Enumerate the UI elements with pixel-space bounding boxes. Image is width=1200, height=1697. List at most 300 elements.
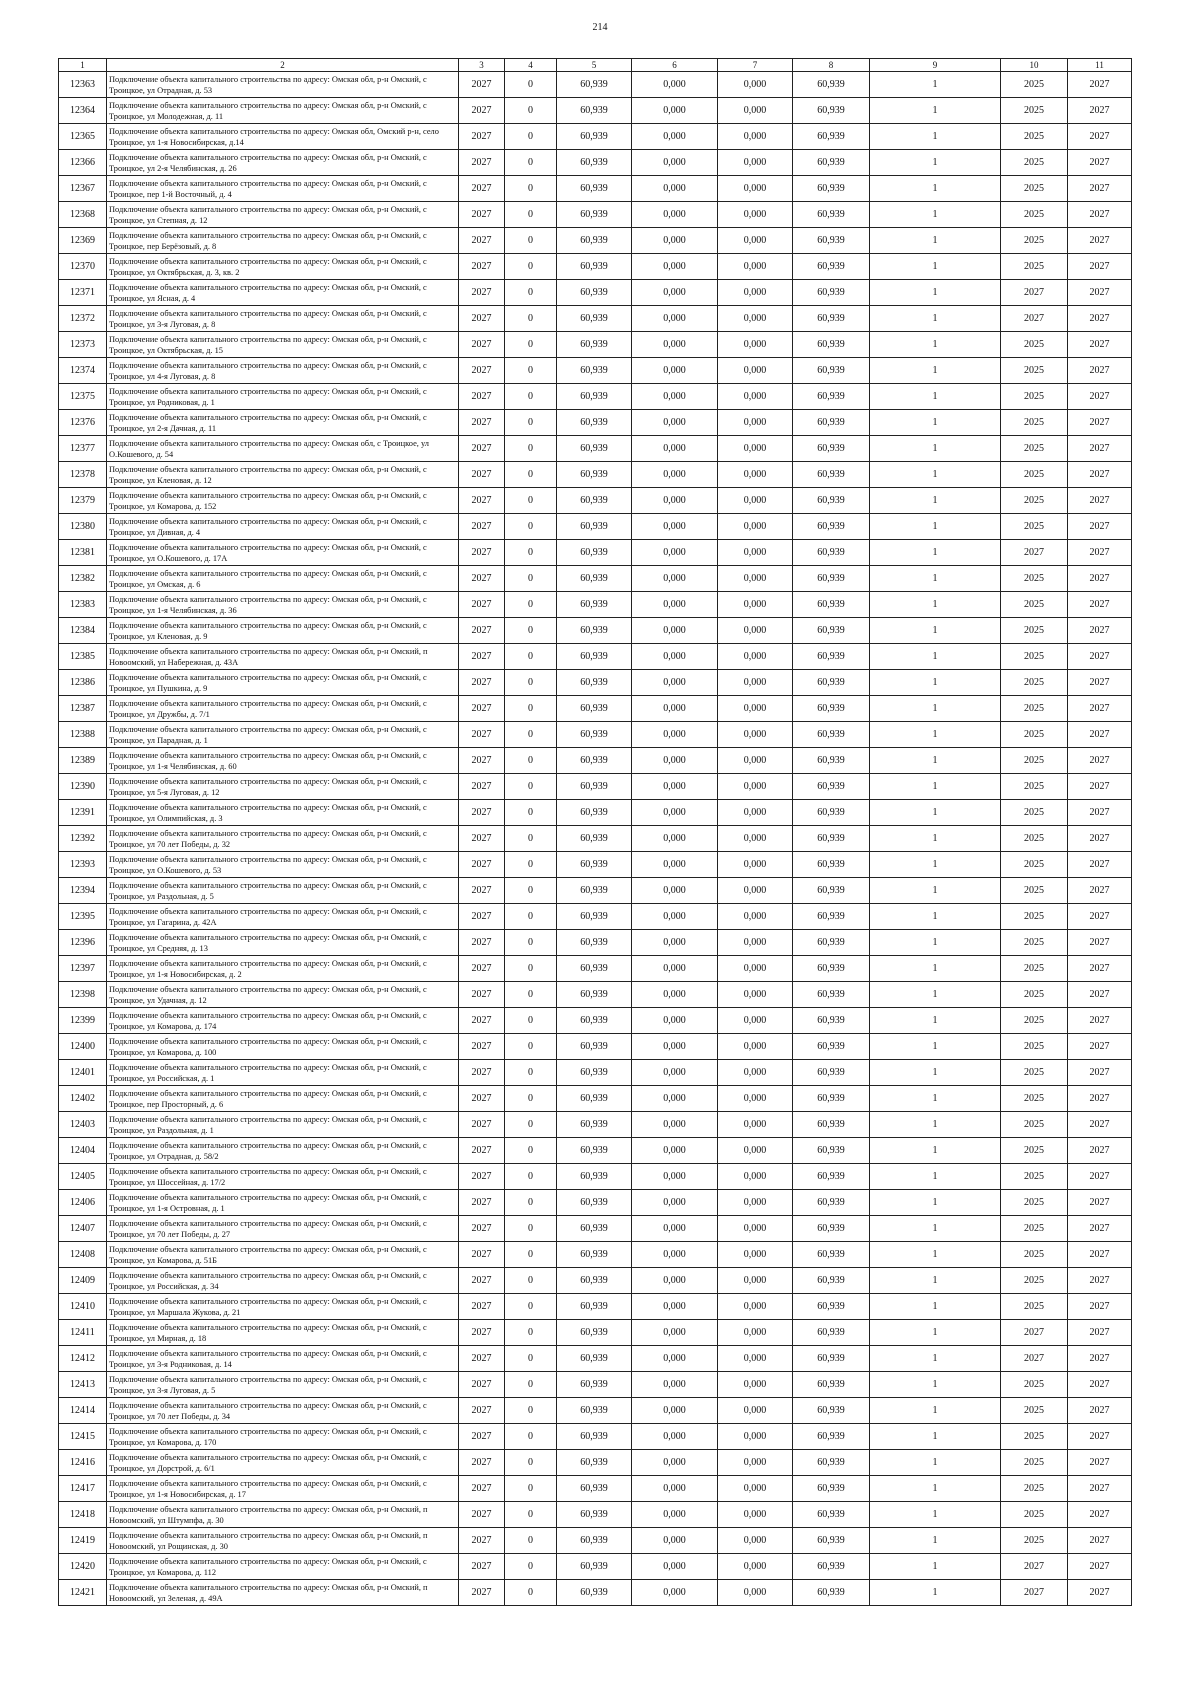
table-row bbox=[59, 98, 1132, 124]
col4-cell: 0 bbox=[505, 202, 557, 228]
object-id-cell: 12371 bbox=[59, 280, 107, 306]
col11-cell: 2027 bbox=[1068, 358, 1132, 384]
col3-cell: 2027 bbox=[459, 1268, 505, 1294]
col9-cell: 1 bbox=[870, 1580, 1001, 1606]
col4-cell: 0 bbox=[505, 1476, 557, 1502]
col7-cell: 0,000 bbox=[718, 280, 793, 306]
object-address-cell: Подключение объекта капитального строительства по адресу: Омская обл, р-н Омский, с Троицкое, ул Средняя, д. 13 bbox=[107, 930, 459, 956]
col6-cell: 0,000 bbox=[632, 930, 718, 956]
object-address-cell: Подключение объекта капитального строительства по адресу: Омская обл, р-н Омский, с Троицкое, ул 1-я Челябинская, д. 60 bbox=[107, 748, 459, 774]
col4-cell: 0 bbox=[505, 1034, 557, 1060]
col10-cell: 2025 bbox=[1001, 982, 1068, 1008]
object-id-cell: 12407 bbox=[59, 1216, 107, 1242]
col10-cell: 2027 bbox=[1001, 1320, 1068, 1346]
col7-cell: 0,000 bbox=[718, 150, 793, 176]
col10-cell: 2025 bbox=[1001, 670, 1068, 696]
col9-cell: 1 bbox=[870, 1528, 1001, 1554]
object-address-cell: Подключение объекта капитального строительства по адресу: Омская обл, р-н Омский, с Троицкое, пер Берёзовый, д. 8 bbox=[107, 228, 459, 254]
col8-cell: 60,939 bbox=[793, 852, 870, 878]
table-row bbox=[59, 1268, 1132, 1294]
col3-cell: 2027 bbox=[459, 1372, 505, 1398]
table-row bbox=[59, 202, 1132, 228]
col6-cell: 0,000 bbox=[632, 1502, 718, 1528]
object-address-cell: Подключение объекта капитального строительства по адресу: Омская обл, р-н Омский, с Троицкое, ул Комарова, д. 112 bbox=[107, 1554, 459, 1580]
col6-cell: 0,000 bbox=[632, 306, 718, 332]
col5-cell: 60,939 bbox=[557, 176, 632, 202]
col5-cell: 60,939 bbox=[557, 982, 632, 1008]
col7-cell: 0,000 bbox=[718, 748, 793, 774]
col9-cell: 1 bbox=[870, 1398, 1001, 1424]
col6-cell: 0,000 bbox=[632, 384, 718, 410]
col5-cell: 60,939 bbox=[557, 956, 632, 982]
col7-cell: 0,000 bbox=[718, 1242, 793, 1268]
col3-cell: 2027 bbox=[459, 800, 505, 826]
col9-cell: 1 bbox=[870, 1034, 1001, 1060]
object-address-cell: Подключение объекта капитального строительства по адресу: Омская обл, р-н Омский, с Троицкое, ул Шоссейная, д. 17/2 bbox=[107, 1164, 459, 1190]
object-id-cell: 12380 bbox=[59, 514, 107, 540]
col5-cell: 60,939 bbox=[557, 514, 632, 540]
col11-cell: 2027 bbox=[1068, 1476, 1132, 1502]
col7-cell: 0,000 bbox=[718, 1346, 793, 1372]
col10-cell: 2025 bbox=[1001, 1450, 1068, 1476]
col5-cell: 60,939 bbox=[557, 1320, 632, 1346]
col8-cell: 60,939 bbox=[793, 696, 870, 722]
col5-cell: 60,939 bbox=[557, 618, 632, 644]
col6-cell: 0,000 bbox=[632, 1450, 718, 1476]
col9-cell: 1 bbox=[870, 462, 1001, 488]
col3-cell: 2027 bbox=[459, 1086, 505, 1112]
col7-cell: 0,000 bbox=[718, 124, 793, 150]
object-id-cell: 12420 bbox=[59, 1554, 107, 1580]
col4-cell: 0 bbox=[505, 1320, 557, 1346]
object-address-cell: Подключение объекта капитального строительства по адресу: Омская обл, р-н Омский, с Троицкое, ул Дружбы, д. 7/1 bbox=[107, 696, 459, 722]
table-row bbox=[59, 462, 1132, 488]
col7-cell: 0,000 bbox=[718, 514, 793, 540]
col5-cell: 60,939 bbox=[557, 462, 632, 488]
col5-cell: 60,939 bbox=[557, 1034, 632, 1060]
object-address-cell: Подключение объекта капитального строительства по адресу: Омская обл, с Троицкое, ул О.Кошевого, д. 54 bbox=[107, 436, 459, 462]
object-id-cell: 12388 bbox=[59, 722, 107, 748]
table-row bbox=[59, 1294, 1132, 1320]
col9-cell: 1 bbox=[870, 254, 1001, 280]
col6-cell: 0,000 bbox=[632, 904, 718, 930]
col3-cell: 2027 bbox=[459, 748, 505, 774]
col10-cell: 2025 bbox=[1001, 748, 1068, 774]
col3-cell: 2027 bbox=[459, 852, 505, 878]
col11-cell: 2027 bbox=[1068, 930, 1132, 956]
col5-cell: 60,939 bbox=[557, 488, 632, 514]
col11-cell: 2027 bbox=[1068, 150, 1132, 176]
object-id-cell: 12402 bbox=[59, 1086, 107, 1112]
col7-cell: 0,000 bbox=[718, 566, 793, 592]
col4-cell: 0 bbox=[505, 670, 557, 696]
col8-cell: 60,939 bbox=[793, 410, 870, 436]
col4-cell: 0 bbox=[505, 488, 557, 514]
col8-cell: 60,939 bbox=[793, 202, 870, 228]
col9-cell: 1 bbox=[870, 696, 1001, 722]
col5-cell: 60,939 bbox=[557, 1138, 632, 1164]
col8-cell: 60,939 bbox=[793, 566, 870, 592]
col4-cell: 0 bbox=[505, 644, 557, 670]
table-row bbox=[59, 644, 1132, 670]
col4-cell: 0 bbox=[505, 982, 557, 1008]
col11-cell: 2027 bbox=[1068, 488, 1132, 514]
col5-cell: 60,939 bbox=[557, 1554, 632, 1580]
table-row bbox=[59, 1372, 1132, 1398]
col9-cell: 1 bbox=[870, 1424, 1001, 1450]
col5-cell: 60,939 bbox=[557, 878, 632, 904]
col10-cell: 2025 bbox=[1001, 1268, 1068, 1294]
col8-cell: 60,939 bbox=[793, 1346, 870, 1372]
col6-cell: 0,000 bbox=[632, 1216, 718, 1242]
object-id-cell: 12411 bbox=[59, 1320, 107, 1346]
col8-cell: 60,939 bbox=[793, 462, 870, 488]
col8-cell: 60,939 bbox=[793, 488, 870, 514]
col7-cell: 0,000 bbox=[718, 930, 793, 956]
object-address-cell: Подключение объекта капитального строительства по адресу: Омская обл, р-н Омский, с Троицкое, ул 2-я Челябинская, д. 26 bbox=[107, 150, 459, 176]
col11-cell: 2027 bbox=[1068, 1554, 1132, 1580]
object-address-cell: Подключение объекта капитального строительства по адресу: Омская обл, р-н Омский, с Троицкое, ул Дорстрой, д. 6/1 bbox=[107, 1450, 459, 1476]
col10-cell: 2025 bbox=[1001, 1294, 1068, 1320]
col11-cell: 2027 bbox=[1068, 1268, 1132, 1294]
col7-cell: 0,000 bbox=[718, 1320, 793, 1346]
col3-cell: 2027 bbox=[459, 904, 505, 930]
col10-cell: 2025 bbox=[1001, 1164, 1068, 1190]
col7-cell: 0,000 bbox=[718, 332, 793, 358]
col7-cell: 0,000 bbox=[718, 878, 793, 904]
table-row bbox=[59, 1528, 1132, 1554]
table-row bbox=[59, 826, 1132, 852]
col6-cell: 0,000 bbox=[632, 566, 718, 592]
column-number: 8 bbox=[793, 59, 870, 72]
col7-cell: 0,000 bbox=[718, 644, 793, 670]
col6-cell: 0,000 bbox=[632, 1034, 718, 1060]
col7-cell: 0,000 bbox=[718, 1138, 793, 1164]
col10-cell: 2025 bbox=[1001, 410, 1068, 436]
col11-cell: 2027 bbox=[1068, 254, 1132, 280]
col6-cell: 0,000 bbox=[632, 280, 718, 306]
col8-cell: 60,939 bbox=[793, 254, 870, 280]
col4-cell: 0 bbox=[505, 176, 557, 202]
object-address-cell: Подключение объекта капитального строительства по адресу: Омская обл, р-н Омский, с Троицкое, ул Раздольная, д. 1 bbox=[107, 1112, 459, 1138]
col3-cell: 2027 bbox=[459, 358, 505, 384]
object-address-cell: Подключение объекта капитального строительства по адресу: Омская обл, р-н Омский, с Троицкое, пер Просторный, д. 6 bbox=[107, 1086, 459, 1112]
col9-cell: 1 bbox=[870, 1450, 1001, 1476]
col7-cell: 0,000 bbox=[718, 1372, 793, 1398]
col3-cell: 2027 bbox=[459, 1216, 505, 1242]
col11-cell: 2027 bbox=[1068, 540, 1132, 566]
table-row bbox=[59, 1346, 1132, 1372]
table-row bbox=[59, 358, 1132, 384]
object-id-cell: 12417 bbox=[59, 1476, 107, 1502]
object-address-cell: Подключение объекта капитального строительства по адресу: Омская обл, р-н Омский, с Троицкое, ул Омская, д. 6 bbox=[107, 566, 459, 592]
object-address-cell: Подключение объекта капитального строительства по адресу: Омская обл, Омский р-н, село Троицкое, ул 1-я Новосибирская, д.14 bbox=[107, 124, 459, 150]
col9-cell: 1 bbox=[870, 644, 1001, 670]
col6-cell: 0,000 bbox=[632, 332, 718, 358]
col10-cell: 2025 bbox=[1001, 1398, 1068, 1424]
col8-cell: 60,939 bbox=[793, 1320, 870, 1346]
object-address-cell: Подключение объекта капитального строительства по адресу: Омская обл, р-н Омский, с Троицкое, ул 4-я Луговая, д. 8 bbox=[107, 358, 459, 384]
object-id-cell: 12392 bbox=[59, 826, 107, 852]
object-id-cell: 12367 bbox=[59, 176, 107, 202]
object-address-cell: Подключение объекта капитального строительства по адресу: Омская обл, р-н Омский, с Троицкое, ул Ясная, д. 4 bbox=[107, 280, 459, 306]
col4-cell: 0 bbox=[505, 228, 557, 254]
object-id-cell: 12374 bbox=[59, 358, 107, 384]
object-id-cell: 12409 bbox=[59, 1268, 107, 1294]
col4-cell: 0 bbox=[505, 150, 557, 176]
col11-cell: 2027 bbox=[1068, 1346, 1132, 1372]
col6-cell: 0,000 bbox=[632, 488, 718, 514]
col5-cell: 60,939 bbox=[557, 722, 632, 748]
col5-cell: 60,939 bbox=[557, 358, 632, 384]
col6-cell: 0,000 bbox=[632, 1190, 718, 1216]
col9-cell: 1 bbox=[870, 488, 1001, 514]
col4-cell: 0 bbox=[505, 826, 557, 852]
table-row bbox=[59, 254, 1132, 280]
col6-cell: 0,000 bbox=[632, 956, 718, 982]
col8-cell: 60,939 bbox=[793, 670, 870, 696]
col8-cell: 60,939 bbox=[793, 306, 870, 332]
col10-cell: 2025 bbox=[1001, 826, 1068, 852]
col9-cell: 1 bbox=[870, 982, 1001, 1008]
col11-cell: 2027 bbox=[1068, 670, 1132, 696]
col9-cell: 1 bbox=[870, 150, 1001, 176]
object-address-cell: Подключение объекта капитального строительства по адресу: Омская обл, р-н Омский, с Троицкое, ул 3-я Родниковая, д. 14 bbox=[107, 1346, 459, 1372]
col9-cell: 1 bbox=[870, 1502, 1001, 1528]
col8-cell: 60,939 bbox=[793, 72, 870, 98]
col5-cell: 60,939 bbox=[557, 98, 632, 124]
col10-cell: 2025 bbox=[1001, 1008, 1068, 1034]
col10-cell: 2027 bbox=[1001, 1554, 1068, 1580]
col10-cell: 2025 bbox=[1001, 1424, 1068, 1450]
col8-cell: 60,939 bbox=[793, 1450, 870, 1476]
table-row bbox=[59, 1112, 1132, 1138]
table-row bbox=[59, 1242, 1132, 1268]
object-address-cell: Подключение объекта капитального строительства по адресу: Омская обл, р-н Омский, с Троицкое, ул Октябрьская, д. 15 bbox=[107, 332, 459, 358]
col10-cell: 2025 bbox=[1001, 202, 1068, 228]
col8-cell: 60,939 bbox=[793, 1424, 870, 1450]
col4-cell: 0 bbox=[505, 696, 557, 722]
object-id-cell: 12378 bbox=[59, 462, 107, 488]
col11-cell: 2027 bbox=[1068, 800, 1132, 826]
object-address-cell: Подключение объекта капитального строительства по адресу: Омская обл, р-н Омский, с Троицкое, ул Родниковая, д. 1 bbox=[107, 384, 459, 410]
col8-cell: 60,939 bbox=[793, 1502, 870, 1528]
col4-cell: 0 bbox=[505, 540, 557, 566]
col6-cell: 0,000 bbox=[632, 1372, 718, 1398]
table-row bbox=[59, 124, 1132, 150]
col6-cell: 0,000 bbox=[632, 774, 718, 800]
col7-cell: 0,000 bbox=[718, 956, 793, 982]
col10-cell: 2025 bbox=[1001, 852, 1068, 878]
col8-cell: 60,939 bbox=[793, 98, 870, 124]
col11-cell: 2027 bbox=[1068, 1580, 1132, 1606]
col10-cell: 2025 bbox=[1001, 1372, 1068, 1398]
object-id-cell: 12363 bbox=[59, 72, 107, 98]
col4-cell: 0 bbox=[505, 124, 557, 150]
object-address-cell: Подключение объекта капитального строительства по адресу: Омская обл, р-н Омский, с Троицкое, ул Молодежная, д. 11 bbox=[107, 98, 459, 124]
col9-cell: 1 bbox=[870, 722, 1001, 748]
object-id-cell: 12410 bbox=[59, 1294, 107, 1320]
col3-cell: 2027 bbox=[459, 956, 505, 982]
table-row bbox=[59, 566, 1132, 592]
col3-cell: 2027 bbox=[459, 228, 505, 254]
col5-cell: 60,939 bbox=[557, 904, 632, 930]
col11-cell: 2027 bbox=[1068, 1008, 1132, 1034]
object-address-cell: Подключение объекта капитального строительства по адресу: Омская обл, р-н Омский, с Троицкое, ул Мирная, д. 18 bbox=[107, 1320, 459, 1346]
col3-cell: 2027 bbox=[459, 462, 505, 488]
col3-cell: 2027 bbox=[459, 384, 505, 410]
col7-cell: 0,000 bbox=[718, 1398, 793, 1424]
object-id-cell: 12372 bbox=[59, 306, 107, 332]
col4-cell: 0 bbox=[505, 930, 557, 956]
col8-cell: 60,939 bbox=[793, 982, 870, 1008]
col6-cell: 0,000 bbox=[632, 670, 718, 696]
col11-cell: 2027 bbox=[1068, 1372, 1132, 1398]
col10-cell: 2025 bbox=[1001, 124, 1068, 150]
col3-cell: 2027 bbox=[459, 722, 505, 748]
col7-cell: 0,000 bbox=[718, 1060, 793, 1086]
col9-cell: 1 bbox=[870, 670, 1001, 696]
col10-cell: 2025 bbox=[1001, 956, 1068, 982]
col3-cell: 2027 bbox=[459, 1190, 505, 1216]
table-row bbox=[59, 1190, 1132, 1216]
table-row bbox=[59, 1580, 1132, 1606]
col3-cell: 2027 bbox=[459, 566, 505, 592]
col11-cell: 2027 bbox=[1068, 852, 1132, 878]
col10-cell: 2025 bbox=[1001, 1060, 1068, 1086]
col5-cell: 60,939 bbox=[557, 1008, 632, 1034]
col8-cell: 60,939 bbox=[793, 956, 870, 982]
table-row bbox=[59, 722, 1132, 748]
col11-cell: 2027 bbox=[1068, 1294, 1132, 1320]
col10-cell: 2025 bbox=[1001, 254, 1068, 280]
col5-cell: 60,939 bbox=[557, 592, 632, 618]
col9-cell: 1 bbox=[870, 1086, 1001, 1112]
col8-cell: 60,939 bbox=[793, 332, 870, 358]
col10-cell: 2025 bbox=[1001, 644, 1068, 670]
table-row bbox=[59, 1060, 1132, 1086]
col8-cell: 60,939 bbox=[793, 930, 870, 956]
col5-cell: 60,939 bbox=[557, 228, 632, 254]
col4-cell: 0 bbox=[505, 904, 557, 930]
object-address-cell: Подключение объекта капитального строительства по адресу: Омская обл, р-н Омский, с Троицкое, пер 1-й Восточный, д. 4 bbox=[107, 176, 459, 202]
table-row bbox=[59, 1398, 1132, 1424]
object-id-cell: 12404 bbox=[59, 1138, 107, 1164]
col6-cell: 0,000 bbox=[632, 852, 718, 878]
col8-cell: 60,939 bbox=[793, 800, 870, 826]
col11-cell: 2027 bbox=[1068, 878, 1132, 904]
table-row bbox=[59, 332, 1132, 358]
col6-cell: 0,000 bbox=[632, 202, 718, 228]
col6-cell: 0,000 bbox=[632, 644, 718, 670]
col9-cell: 1 bbox=[870, 1242, 1001, 1268]
col8-cell: 60,939 bbox=[793, 176, 870, 202]
object-address-cell: Подключение объекта капитального строительства по адресу: Омская обл, р-н Омский, п Новоомский, ул Рощинская, д. 30 bbox=[107, 1528, 459, 1554]
col4-cell: 0 bbox=[505, 852, 557, 878]
object-id-cell: 12414 bbox=[59, 1398, 107, 1424]
col6-cell: 0,000 bbox=[632, 800, 718, 826]
col7-cell: 0,000 bbox=[718, 800, 793, 826]
col3-cell: 2027 bbox=[459, 1450, 505, 1476]
col7-cell: 0,000 bbox=[718, 436, 793, 462]
col11-cell: 2027 bbox=[1068, 1450, 1132, 1476]
col6-cell: 0,000 bbox=[632, 72, 718, 98]
col10-cell: 2025 bbox=[1001, 436, 1068, 462]
col7-cell: 0,000 bbox=[718, 904, 793, 930]
col10-cell: 2025 bbox=[1001, 618, 1068, 644]
object-id-cell: 12403 bbox=[59, 1112, 107, 1138]
col8-cell: 60,939 bbox=[793, 592, 870, 618]
col10-cell: 2025 bbox=[1001, 514, 1068, 540]
col9-cell: 1 bbox=[870, 98, 1001, 124]
col4-cell: 0 bbox=[505, 774, 557, 800]
table-row bbox=[59, 748, 1132, 774]
col11-cell: 2027 bbox=[1068, 748, 1132, 774]
object-address-cell: Подключение объекта капитального строительства по адресу: Омская обл, р-н Омский, с Троицкое, ул Кленовая, д. 9 bbox=[107, 618, 459, 644]
col9-cell: 1 bbox=[870, 618, 1001, 644]
col7-cell: 0,000 bbox=[718, 982, 793, 1008]
object-id-cell: 12399 bbox=[59, 1008, 107, 1034]
object-address-cell: Подключение объекта капитального строительства по адресу: Омская обл, р-н Омский, с Троицкое, ул О.Кошевого, д. 53 bbox=[107, 852, 459, 878]
col10-cell: 2025 bbox=[1001, 384, 1068, 410]
col7-cell: 0,000 bbox=[718, 1086, 793, 1112]
col5-cell: 60,939 bbox=[557, 800, 632, 826]
col6-cell: 0,000 bbox=[632, 592, 718, 618]
col5-cell: 60,939 bbox=[557, 384, 632, 410]
object-address-cell: Подключение объекта капитального строительства по адресу: Омская обл, р-н Омский, с Троицкое, ул Гагарина, д. 42А bbox=[107, 904, 459, 930]
object-id-cell: 12382 bbox=[59, 566, 107, 592]
col4-cell: 0 bbox=[505, 1502, 557, 1528]
col8-cell: 60,939 bbox=[793, 1034, 870, 1060]
col3-cell: 2027 bbox=[459, 1580, 505, 1606]
col9-cell: 1 bbox=[870, 1112, 1001, 1138]
col10-cell: 2027 bbox=[1001, 1580, 1068, 1606]
col9-cell: 1 bbox=[870, 540, 1001, 566]
table-row bbox=[59, 1034, 1132, 1060]
table-row bbox=[59, 670, 1132, 696]
col7-cell: 0,000 bbox=[718, 1424, 793, 1450]
object-id-cell: 12383 bbox=[59, 592, 107, 618]
col5-cell: 60,939 bbox=[557, 306, 632, 332]
col8-cell: 60,939 bbox=[793, 904, 870, 930]
col10-cell: 2025 bbox=[1001, 358, 1068, 384]
col11-cell: 2027 bbox=[1068, 280, 1132, 306]
col9-cell: 1 bbox=[870, 904, 1001, 930]
col6-cell: 0,000 bbox=[632, 1398, 718, 1424]
table-row bbox=[59, 228, 1132, 254]
table-row bbox=[59, 852, 1132, 878]
col9-cell: 1 bbox=[870, 358, 1001, 384]
col4-cell: 0 bbox=[505, 1216, 557, 1242]
col4-cell: 0 bbox=[505, 566, 557, 592]
col7-cell: 0,000 bbox=[718, 462, 793, 488]
col3-cell: 2027 bbox=[459, 878, 505, 904]
col4-cell: 0 bbox=[505, 1580, 557, 1606]
table-row bbox=[59, 1554, 1132, 1580]
col6-cell: 0,000 bbox=[632, 1112, 718, 1138]
col4-cell: 0 bbox=[505, 1086, 557, 1112]
col10-cell: 2025 bbox=[1001, 150, 1068, 176]
table-row bbox=[59, 150, 1132, 176]
col3-cell: 2027 bbox=[459, 540, 505, 566]
col8-cell: 60,939 bbox=[793, 228, 870, 254]
col3-cell: 2027 bbox=[459, 1242, 505, 1268]
col8-cell: 60,939 bbox=[793, 1008, 870, 1034]
col11-cell: 2027 bbox=[1068, 514, 1132, 540]
col4-cell: 0 bbox=[505, 956, 557, 982]
col9-cell: 1 bbox=[870, 1008, 1001, 1034]
col10-cell: 2025 bbox=[1001, 1528, 1068, 1554]
